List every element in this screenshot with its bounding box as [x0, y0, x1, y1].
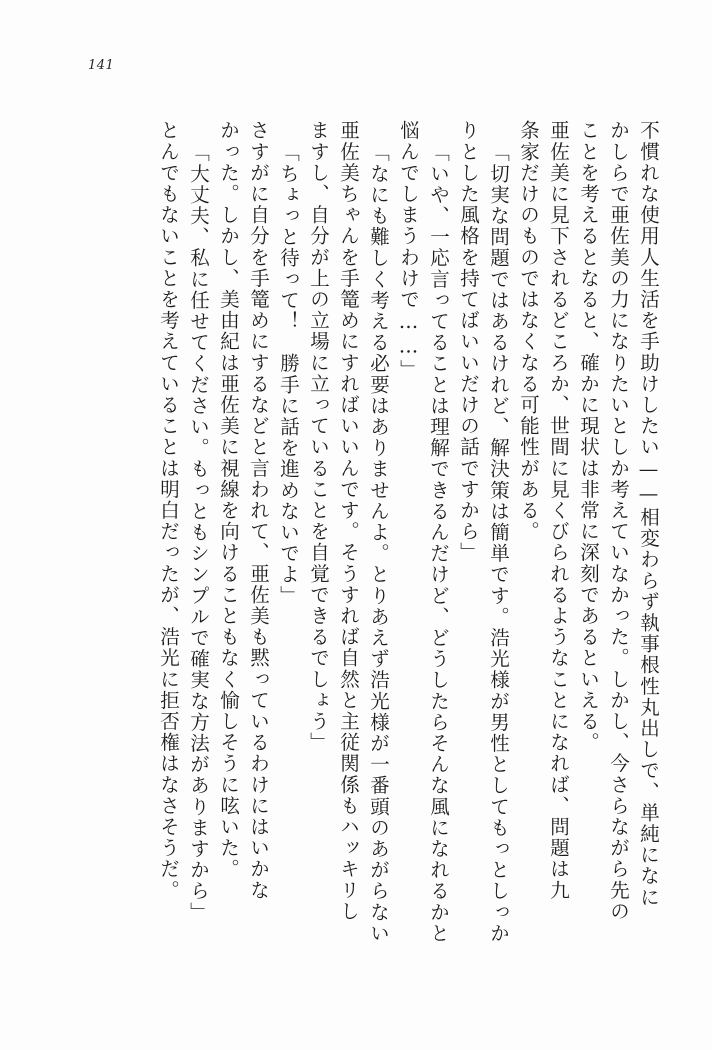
text-line: 不慣れな使用人生活を手助けしたい——相変わらず執事根性丸出しで、単純になに [637, 120, 660, 908]
text-line: かしらで亜佐美の力になりたいとしか考えていなかった。しかし、今さらながら先の [607, 120, 630, 922]
text-line: 「大丈夫、私に任せてください。もっともシンプルで確実な方法がありますから」 [187, 142, 210, 923]
text-line: りとした風格を持てばいいだけの話ですから」 [457, 120, 480, 564]
text-line: 亜佐美に見下されるどころか、世間に見くびられるようなことになれば、問題は九 [547, 120, 570, 901]
text-line: 「なにも難しく考える必要はありませんよ。とりあえず浩光様が一番頭のあがらない [367, 142, 390, 944]
vertical-text-block [54, 120, 658, 980]
text-line: 条家だけのものではなくなる可能性がある。 [517, 120, 540, 542]
text-line: 亜佐美ちゃんを手篭めにすればいいんです。そうすれば自然と主従関係もハッキリし [337, 120, 360, 922]
text-line: 悩んでしまうわけで……」 [397, 120, 420, 381]
page-number: 141 [88, 58, 115, 73]
text-line: 「いや、一応言ってることは理解できるんだけど、どうしたらそんな風になれるかと [427, 142, 450, 944]
text-line: ますし、自分が上の立場に立っていることを自覚できるでしょう」 [307, 120, 330, 753]
text-line: とんでもないことを考えていることは明白だったが、浩光に拒否権はなさそうだ。 [157, 120, 180, 901]
text-line: 「ちょっと待って！ 勝手に話を進めないでよ」 [277, 142, 300, 607]
text-line: 「切実な問題ではあるけれど、解決策は簡単です。浩光様が男性としてもっとしっか [487, 142, 510, 944]
text-line: かった。しかし、美由紀は亜佐美に視線を向けることもなく愉しそうに呟いた。 [217, 120, 240, 880]
text-line: さすがに自分を手篭めにするなどと言われて、亜佐美も黙っているわけにはいかな [247, 120, 270, 901]
text-line: ことを考えるとなると、確かに現状は非常に深刻であるといえる。 [577, 120, 600, 753]
